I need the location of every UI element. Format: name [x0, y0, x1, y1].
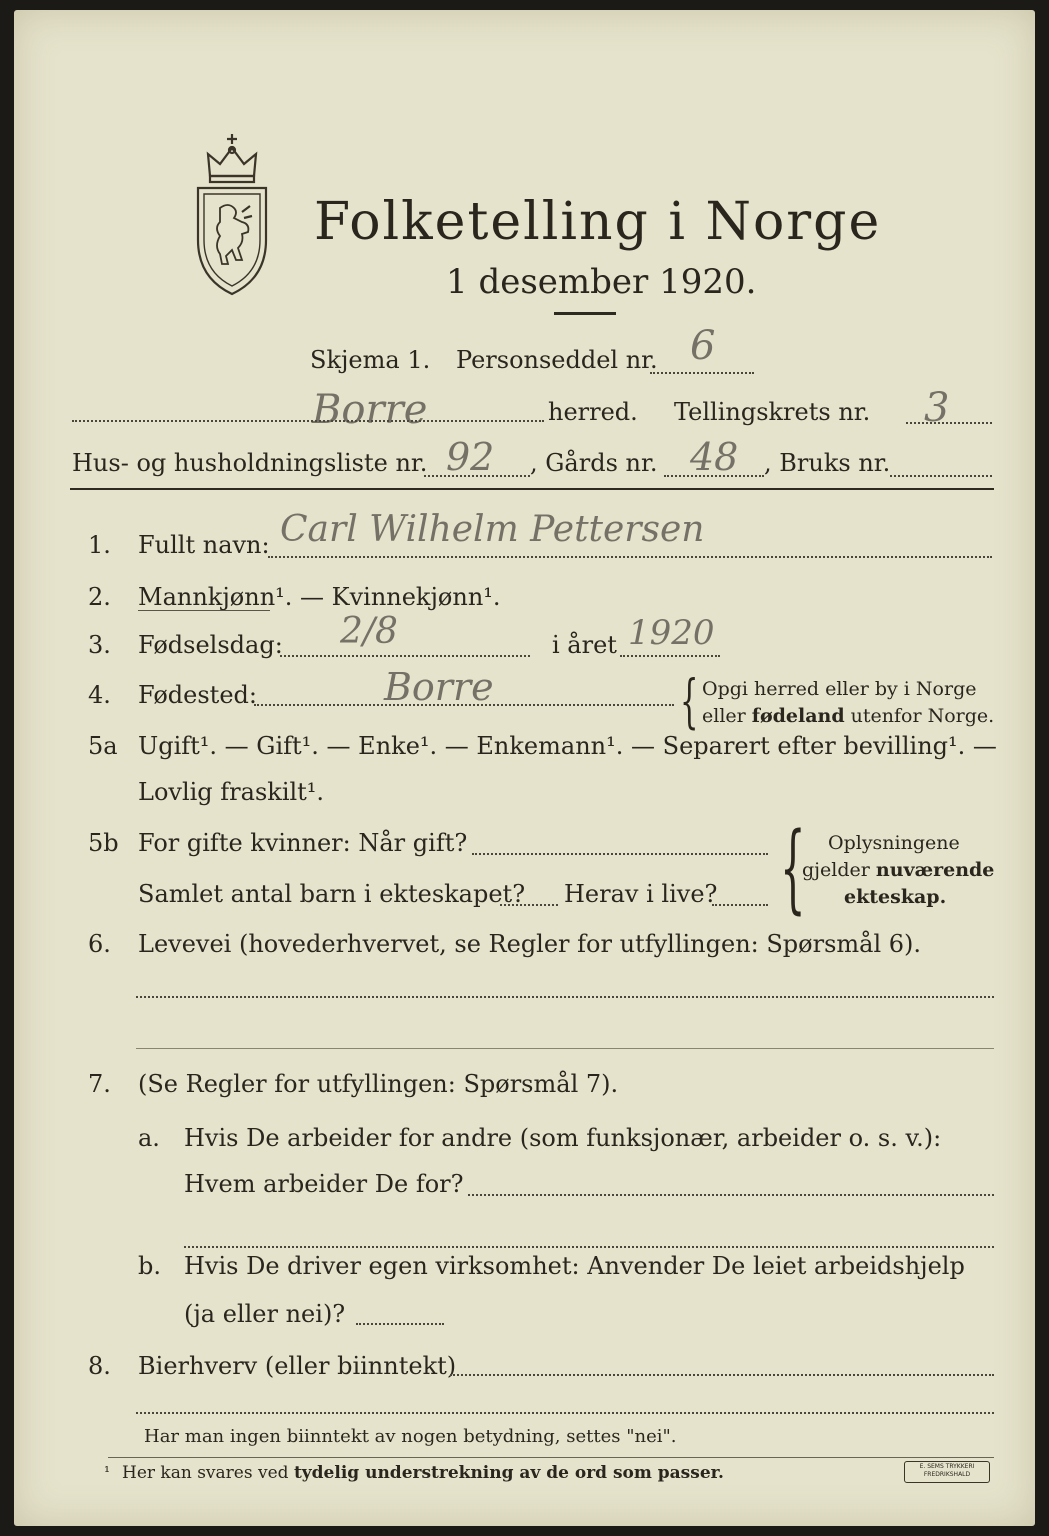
- q5b-gift-line: [472, 853, 768, 855]
- q4-line: [254, 704, 674, 706]
- bruks-label: , Bruks nr.: [764, 449, 891, 477]
- q3-year-value: 1920: [628, 613, 715, 653]
- q7-label: (Se Regler for utfyllingen: Spørsmål 7).: [138, 1070, 619, 1098]
- q4-note-line1: Opgi herred eller by i Norge: [702, 678, 977, 700]
- footnote-text: Her kan svares ved tydelig understrekning av de ord som passer.: [122, 1463, 724, 1483]
- q2-underline-mannkjonn: [138, 610, 270, 611]
- q5b-ilive-line: [712, 904, 768, 906]
- skjema-label: Skjema 1.: [310, 346, 431, 374]
- q3-year-line: [620, 655, 720, 657]
- q5b-line2a: Samlet antal barn i ekteskapet?: [138, 880, 526, 908]
- q5b-note-line1: Oplysningene: [828, 832, 960, 854]
- herred-line: [72, 420, 544, 422]
- q8-line: [450, 1374, 994, 1376]
- herred-value: Borre: [312, 387, 428, 433]
- q6-number: 6.: [88, 930, 111, 958]
- footnote-rule: [108, 1457, 994, 1458]
- q1-label: Fullt navn:: [138, 531, 270, 559]
- q7a-line2: Hvem arbeider De for?: [184, 1170, 464, 1198]
- gards-line: [664, 475, 764, 477]
- q7b-letter: b.: [138, 1252, 161, 1280]
- census-form: [14, 10, 1035, 1526]
- tellingskrets-value: 3: [924, 385, 950, 431]
- q3-line: [280, 655, 530, 657]
- q8-number: 8.: [88, 1352, 111, 1380]
- husliste-value: 92: [446, 435, 495, 479]
- q5b-note-line3: ekteskap.: [844, 886, 947, 908]
- personseddel-value: 6: [690, 323, 716, 369]
- bruks-line: [890, 475, 992, 477]
- form-title: Folketelling i Norge: [314, 192, 882, 252]
- q8-extra-line: [136, 1412, 994, 1414]
- q6-line: [136, 996, 994, 998]
- q5b-note-brace: {: [780, 812, 806, 924]
- gards-value: 48: [690, 435, 739, 479]
- norwegian-coat-of-arms-icon: [190, 128, 274, 298]
- tellingskrets-label: Tellingskrets nr.: [674, 398, 871, 426]
- q6-rule: [136, 1048, 994, 1049]
- q3-label: Fødselsdag:: [138, 631, 283, 659]
- q2-label: Mannkjønn¹. — Kvinnekjønn¹.: [138, 583, 501, 611]
- q5a-line1: Ugift¹. — Gift¹. — Enke¹. — Enkemann¹. — Separert efter bevilling¹. —: [138, 732, 997, 760]
- q5a-line2: Lovlig fraskilt¹.: [138, 778, 325, 806]
- q1-number: 1.: [88, 531, 111, 559]
- personseddel-label: Personseddel nr.: [456, 346, 658, 374]
- q4-note-line2: eller fødeland utenfor Norge.: [702, 705, 995, 727]
- q7a-line: [468, 1194, 994, 1196]
- q5b-line2b: Herav i live?: [564, 880, 718, 908]
- q3-value: 2/8: [340, 611, 398, 652]
- q4-number: 4.: [88, 681, 111, 709]
- q6-label: Levevei (hovederhvervet, se Regler for utfyllingen: Spørsmål 6).: [138, 930, 922, 958]
- printer-stamp: E. SEMS TRYKKERI FREDRIKSHALD: [904, 1461, 990, 1483]
- q5b-line1: For gifte kvinner: Når gift?: [138, 829, 468, 857]
- q5a-number: 5a: [88, 732, 118, 760]
- q7b-line: [356, 1323, 444, 1325]
- footnote-mark: ¹: [104, 1463, 111, 1481]
- q8-label: Bierhverv (eller biinntekt): [138, 1352, 457, 1380]
- q7b-line1: Hvis De driver egen virksomhet: Anvender De leiet arbeidshjelp: [184, 1252, 965, 1280]
- q7a-extra-line: [184, 1246, 994, 1248]
- q5b-note-line2: gjelder nuværende: [802, 859, 995, 881]
- q1-line: [268, 556, 992, 558]
- q5b-number: 5b: [88, 829, 119, 857]
- q4-label: Fødested:: [138, 681, 257, 709]
- q8-note: Har man ingen biinntekt av nogen betydning, settes "nei".: [144, 1426, 677, 1447]
- census-date: 1 desember 1920.: [446, 262, 757, 302]
- q7a-letter: a.: [138, 1124, 160, 1152]
- q4-value: Borre: [384, 665, 494, 709]
- q4-note-brace: {: [680, 667, 699, 735]
- q7b-line2: (ja eller nei)?: [184, 1300, 346, 1328]
- q2-number: 2.: [88, 583, 111, 611]
- personseddel-line: [650, 372, 754, 374]
- husliste-line: [424, 475, 530, 477]
- tellingskrets-line: [906, 422, 992, 424]
- herred-label: herred.: [548, 398, 638, 426]
- husliste-label: Hus- og husholdningsliste nr.: [72, 449, 428, 477]
- q5b-barn-line: [500, 904, 558, 906]
- q3-number: 3.: [88, 631, 111, 659]
- q7a-line1: Hvis De arbeider for andre (som funksjonær, arbeider o. s. v.):: [184, 1124, 942, 1152]
- q1-value: Carl Wilhelm Pettersen: [280, 509, 705, 550]
- header-rule: [70, 488, 994, 490]
- q3-year-label: i året: [552, 631, 617, 659]
- title-divider: [554, 312, 616, 315]
- gards-label: , Gårds nr.: [530, 449, 658, 477]
- q7-number: 7.: [88, 1070, 111, 1098]
